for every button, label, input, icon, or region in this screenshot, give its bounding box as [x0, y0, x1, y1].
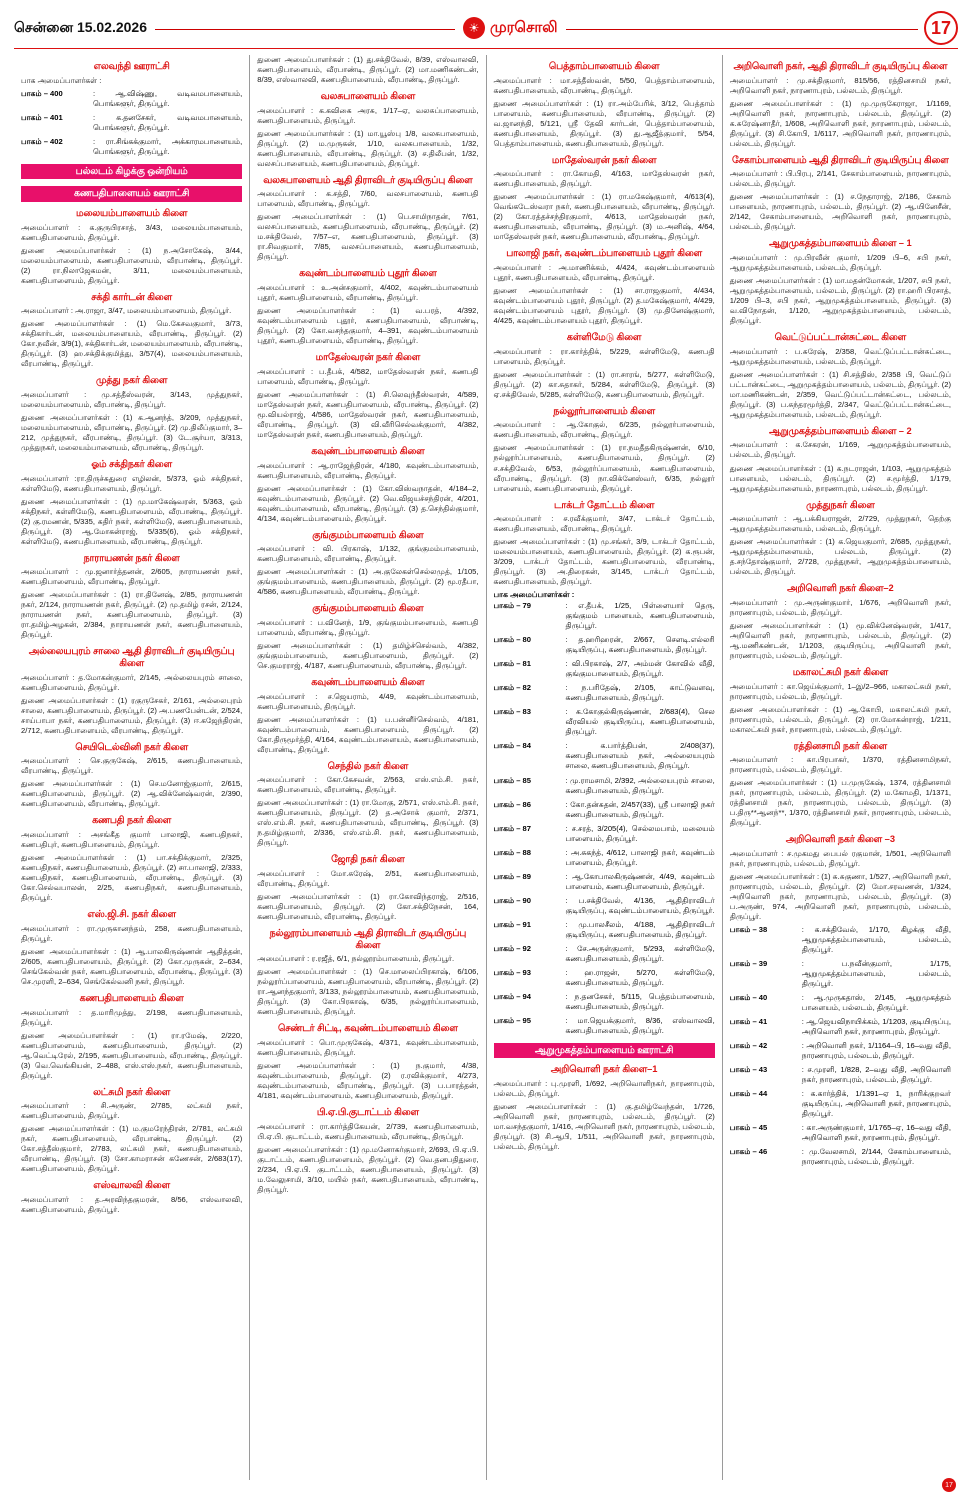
section-heading: முத்துநகர் கிளை — [806, 499, 875, 510]
ward-label: பாகம் – 402 — [21, 136, 63, 146]
column-2 — [249, 55, 485, 1480]
body-paragraph: துணை அமைப்பாளர்கள் : (1) வ.பரத், 4/392, கவுண்டம்பாளையம் புதூர், கணபதிபாளையம், வீரபாண்டி, திருப்பூர். (2) கோ.வசந்தகுமார், 4–391, கவுண்டம்பாளையம் புதூர், கணபதிபாளையம், வீரபாண்டி, திருப்பூர். — [257, 306, 479, 346]
ward-row — [494, 944, 715, 964]
ward-text: : கோ.தன்சுதன், 2/457(33), ஸ்ரீ பாலாஜி நகர் கணபதிபாளையம், திருப்பூர். — [565, 799, 715, 819]
body-paragraph: அமைப்பாளர் : மு.பிரவீன் குமார், 1/209 பி–6, சபி நகர், ஆறுமுகத்தம்பாளையம், பல்லடம், திருப்பூர். — [729, 253, 951, 273]
body-paragraph: துணை அமைப்பாளர்கள் : (1) ஆ.பாலகிருஷ்ணன் ஆதித்தன், 2/605, கணபதிபாளையம், திருப்பூர். (2) கோ.முருகன், 2–634, செங்கேல்வன் நகர், கணபதிபாளையம், வீரபாண்டி, திருப்பூர். (3) செ.முரளி, 2–634, செங்கேல்வனி நகர், திருப்பூர். — [21, 946, 243, 986]
section-heading: கவுண்டம்பாளையம் கிளை — [311, 445, 425, 456]
section-heading: சக்தி கார்டன் கிளை — [91, 291, 172, 302]
ward-row — [21, 113, 242, 133]
section-heading: பல்லடம் கிழக்கு ஒன்றியம் — [21, 164, 242, 180]
body-paragraph: அமைப்பாளர் : ரா.முருகானந்தம், 258, கணபதிபாளையம், திருப்பூர். — [21, 923, 243, 943]
ward-text: : க.பார்த்திபன், 2/408(37), கணபதிபாளையம் நகர், அல்லையபுரம் சாலை, கணபதிபாளையம், திருப்பூர். — [565, 741, 715, 771]
body-paragraph: துணை அமைப்பாளர்கள் : (1) ரா.கோவிந்தராஜ், 2/516, கணபதிபாளையம், திருப்பூர். (2) கோ.சக்திநேசன், 164, கணபதிபாளையம், வீரபாண்டி, திருப்பூர். — [257, 892, 479, 922]
ward-row — [730, 959, 951, 989]
ward-row — [494, 896, 715, 916]
section-heading: மகாலட்சுமி நகர் கிளை — [792, 666, 889, 677]
body-paragraph: அமைப்பாளர் : உ.அன்சகுமார், 4/402, கவுண்டம்பாளையம் புதூர், கணபதிபாளையம், வீரபாண்டி, திருப்பூர். — [257, 283, 479, 303]
body-paragraph: துணை அமைப்பாளர்கள் : (1) அ.குலேகள்செல்லமுத், 1/105, குங்குமம்பாளையம், கணபதிபாளையம், திருப்பூர். (2) மூ.ரதீபா, 4/586, கணபதிபாளையம், வீரபாண்டி, திருப்பூர். — [257, 567, 479, 597]
ward-text: : ந.பரிதேஷ், 2/105, காட்டுவளவு, கணபதிபாளையம், திருப்பூர். — [565, 683, 715, 703]
ward-text: : ச.சரத், 3/205(4), செல்லமபாம், மலையம் பாளையம், திருப்பூர். — [565, 823, 715, 843]
ward-label: பாகம் – 38 — [729, 925, 768, 935]
body-paragraph: துணை அமைப்பாளர்கள் : (1) பெ.சாமிநாதன், 7/61, வலசப்பாளையம், கணபதிபாளையம், வீரபாண்டி, திருப்பூர். (2) ம.சக்திவேல், 7/57–எ, கணபதிபாளையம், திருப்பூர். (3) ரா.சிவகுமார், 7/85, வலசப்பாளையம், கணபதிபாளையம், திருப்பூர். — [257, 212, 479, 262]
column-4 — [722, 55, 958, 1480]
ward-row — [494, 707, 715, 737]
section-heading: கவுண்டம்பாளையம் கிளை — [311, 676, 425, 687]
section-heading: நல்லூர்பாளையம் கிளை — [553, 405, 655, 416]
section-heading: கவுண்டம்பாளையம் புதூர் கிளை — [299, 268, 437, 279]
section-heading: அல்லையபுரம் சாலை ஆதி திராவிடர் குடியிருப்பு கிளை — [28, 646, 235, 669]
ward-label: பாகம் – 81 — [493, 659, 531, 669]
body-paragraph: துணை அமைப்பாளர்கள் : (1) மு.முருகேராஜா, 1/1169, அறிவொளி நகர், நாரணாபுரம், பல்லடம், திருப்பூர். (2) க.சுரேஷ்னாதீர், 1/608, அறிவொளி நகர், நாரணாபுரம், பல்லடம், திருப்பூர். (3) சி.கோபி, 1/6117, அறிவொளி நகர், நாரணாபுரம், பல்லடம், திருப்பூர். — [729, 98, 951, 148]
body-paragraph: துணை அமைப்பாளர்கள் : (1) தமிழ்ச்செல்வம், 4/382, குங்குமம்பாளையம், கணபதிபாளையம், திருப்பூர். (2) செ.குமரராஜ், 4/187, கணபதிபாளையம், வீரபாண்டி, திருப்பூர். — [257, 640, 479, 670]
ward-row — [494, 1016, 715, 1036]
ward-row — [730, 1147, 951, 1167]
body-paragraph: அமைப்பாளர் : மோ.சுரேஷ், 2/51, கணபதிபாளையம், வீரபாண்டி, திருப்பூர். — [257, 869, 479, 889]
ward-label: பாகம் – 86 — [493, 799, 531, 809]
body-paragraph: துணை அமைப்பாளர்கள் : (1) ந.அசோகேஷ், 3/44, மலையம்பாளையம், கணபதிபாளையம், வீரபாண்டி, திருப்பூர். (2) ரா.நிலாஜேகமன், 3/11, மலையம்பாளையம், கணபதிபாளையம், திருப்பூர். — [21, 245, 243, 285]
ward-label: பாகம் – 79 — [493, 601, 531, 611]
section-heading: அறிவொளி நகர் கிளை –3 — [785, 834, 895, 845]
ward-row — [730, 925, 951, 955]
section-heading: ஓம் சக்திநகர் கிளை — [91, 459, 172, 470]
body-paragraph: அமைப்பாளர் : ஆ.பக்கியராஜன், 2/729, முத்துநகர், தெற்கு ஆறுமுகத்தம்பாளையம், பல்லடம், திருப்பூர். — [729, 514, 951, 534]
body-paragraph: அமைப்பாளர் : அசங்கீத குமார் பாலாஜி, கணபதிநகர், கணபதிபுர், கணபதிபாளையம், திருப்பூர். — [21, 830, 243, 850]
section-heading: ஜோதி நகர் கிளை — [331, 854, 405, 865]
body-paragraph: துணை அமைப்பாளர்கள் : (1) க.ஆனந்த், 3/209, முத்துநகர், மலையம்பாளையம், வீரபாண்டி, திருப்பூர். (2) மு.திலீப்குமார், 3–212, முத்துநகர், வீரபாண்டி, திருப்பூர். (3) டே.சூர்யா, 3/313, முத்துநகர், மலையம்பாளையம், வீரபாண்டி, திருப்பூர். — [21, 412, 243, 453]
body-paragraph: துணை அமைப்பாளர்கள் : (1) ச.நேதாராஜ், 2/186, சேகாம் பாளையம், நாரணாபுரம், பல்லடம், திருப்பூர். (2) ஆ.யினேசீன், 2/142, சேகாம்பாளையம், அறிவொளி நகர், நாரணாபுரம், பல்லடம், திருப்பூர். — [729, 192, 951, 232]
body-paragraph: அமைப்பாளர் : பொ.முருகேஷ், 4/371, கவுண்டம்பாளையம், கணபதிபாளையம், திருப்பூர். — [257, 1038, 479, 1058]
ward-row — [494, 741, 715, 771]
body-paragraph: அமைப்பாளர் : க.சேகரன், 1/169, ஆறுமுகத்தம்பாளையம், பல்லடம், திருப்பூர். — [729, 440, 951, 460]
ward-label: பாகம் – 85 — [493, 775, 531, 785]
body-paragraph: அமைப்பாளர் : ப.வினேந், 1/9, குங்குமம்பாளையம், கணபதி பாளையம், வீரபாண்டி, திருப்பூர். — [257, 617, 479, 637]
section-heading: மாதேஸ்வரன் நகர் கிளை — [551, 154, 657, 165]
body-paragraph: அமைப்பாளர் : மு.அருண்குமார், 1/676, அறிவொளி நகர், நாரணாபுரம், பல்லடம், திருப்பூர். — [729, 597, 951, 617]
page-number: 17 — [924, 11, 958, 45]
body-paragraph: அமைப்பாளர் : ஆ.ராஜேந்திரன், 4/180, கவுண்டம்பாளையம், கணபதிபாளையம், வீரபாண்டி, திருப்பூர். — [257, 460, 479, 480]
body-paragraph: துணை அமைப்பாளர்கள் : (1) க.நடராஜன், 1/103, ஆறுமுகத்தம் பாளையம், பல்லடம், திருப்பூர். (2) ச.மூர்த்தி, 1/179, ஆறுமுகத்தம்பாளையம், நாரணாபுரம், பல்லடம், திருப்பூர். — [729, 463, 951, 493]
body-paragraph: அமைப்பாளர் : மு.சத்தீஸ்வரன், 3/143, முத்துநகர், மலையம்பாளையம், வீரபாண்டி, திருப்பூர். — [21, 389, 243, 409]
body-paragraph: துணை அமைப்பாளர்கள் : (1) சி.சத்திஸ், 2/358 பி, வெட்டுப் பட்டான்சுட்டை, ஆறுமுகத்தம்பாளையம், பல்லடம், திருப்பூர். (2) மா.மணிகண்டன், 2/359, வெட்டுப்பட்டான்சுட்டை, பல்லடம், திருப்பூர். (3) ப.சுந்தரமூர்த்தி, 2/347, வெட்டுப்பட்டான்சுட்டை, ஆறுமுகத்தம்பாளையம், பல்லடம், திருப்பூர். — [729, 369, 951, 419]
ward-label: பாகம் – 82 — [493, 683, 531, 693]
ward-row — [494, 920, 715, 940]
body-paragraph: அமைப்பாளர் : க.குருபிரசாத், 3/43, மலையம்பாளையம், கணபதிபாளையம், திருப்பூர். — [21, 222, 243, 242]
ward-label: பாகம் – 83 — [493, 707, 531, 717]
ward-row — [494, 683, 715, 703]
section-heading: நாராயணன் நகர் கிளை — [83, 552, 180, 563]
section-heading: அறிவொளி நகர் கிளை–1 — [550, 1064, 658, 1075]
ward-row — [494, 601, 715, 631]
ward-label: பாகம் – 401 — [21, 112, 63, 122]
ward-text: : ப.சக்திவேல், 4/136, ஆதிதிராவிடர் குடியிருப்பு, கவுண்டம்பாளையம், திருப்பூர். — [565, 895, 715, 915]
body-paragraph: துணை அமைப்பாளர்கள் : (1) ம.குமரேந்திரன், 2/781, லட்சுமி நகர், கணபதிபாளையம், வீரபாண்டி, திருப்பூர். (2) கோ.சத்தீஸ்குமார், 2/783, லட்சுமி நகர், கணபதிபாளையம், வீரபாண்டி, திருப்பூர். (3) சோ.காமராசன் கணேசன், 2/683(17), கணபதிபாளையம், திருப்பூர். — [21, 1124, 243, 1174]
ward-row — [494, 848, 715, 868]
body-paragraph: அமைப்பாளர் : ஆ.கோகுல், 6/235, நல்லூர்பாளையம், கணபதிபாளையம், வீரபாண்டி, திருப்பூர். — [493, 420, 715, 440]
body-paragraph: அமைப்பாளர் : த.மாரிமுத்து, 2/198, கணபதிபாளையம், திருப்பூர். — [21, 1007, 243, 1027]
ward-text: : ச.முரளி, 1/828, 2–வது வீதி, அறிவொளி நகர், நாரணாபுரம், பல்லடம், திருப்பூர். — [801, 1065, 951, 1085]
body-paragraph: துணை அமைப்பாளர்கள் : (1) ரா.ரமேஷ், 2/220, கணபதிபாளையம், கணபதிபாளையம், திருப்பூர். (2) ஆ.வெட்டிரேல், 2/195, கணபதிபாளையம், வீரபாண்டி, திருப்பூர். (3) வெ.வெங்கியன், 2–488, எஸ்.எஸ்.நகர், கணபதிபாளையம், திருப்பூர். — [21, 1030, 243, 1080]
column-1 — [14, 55, 249, 1480]
section-heading: வலசுபாளையம் ஆதி திராவிடர் குடியிருப்பு கிளை — [263, 174, 473, 185]
ward-text: : அ.சுகந்த், 4/612, பாலாஜி நகர், கவுண்டம் பாளையம், திருப்பூர். — [565, 847, 715, 867]
body-paragraph: துணை அமைப்பாளர்கள் : (1) ரா.நமதீதகிருஷ்ணன், 6/10, நல்லூர்ப்பாளையம், கணபதிபாளையம், திருப்பூர். (2) ச.சக்திவேல், 6/53, நல்லூர்ப்பாளையம், கணபதிபாளையம், வீரபாண்டி, திருப்பூர். (3) நா.விக்னேஸ்வர், 6/35, நல்லூர் பாளையம், கணபதிபாளையம், திருப்பூர். — [493, 443, 715, 493]
ward-row — [730, 1065, 951, 1085]
ward-row — [21, 137, 242, 157]
edition-date: சென்னை 15.02.2026 — [14, 18, 148, 35]
body-paragraph: துணை அமைப்பாளர்கள் : (1) மு.சங்கர், 3/9, டாக்டர் தோட்டம், மலையம்பாளையம், கணபதிபாளையம், திருப்பூர். (2) க.ரூபன், 3/209, டாக்டர் தோட்டம், கணபதிபாளையம், வீரபாண்டி, திருப்பூர். (3) அ.திரைகன், 3/145, டாக்டர் தோட்டம், கணபதிபாளையம், திருப்பூர். — [493, 537, 715, 587]
body-paragraph: அமைப்பாளர் : செ.குருகேஷ், 2/615, கணபதிபாளையம், வீரபாண்டி, திருப்பூர். — [21, 756, 243, 776]
body-paragraph: துணை அமைப்பாளர்கள் : (1) ந.குமார், 4/38, கவுண்டம்பாளையம், திருப்பூர். (2) ர.ரவிக்குமார், 4/273, கவுண்டம்பாளையம், வீரபாண்டி, திருப்பூர். (3) ப.பாரத்தன், 4/181, கவுண்டம்பாளையம், கணபதிபாளையம், திருப்பூர். — [257, 1061, 479, 1101]
ward-label: பாகம் – 89 — [493, 871, 531, 881]
body-paragraph: துணை அமைப்பாளர்கள் : (1) ரா.மகேஷ்குமார், 4/613(4), வெங்கடேஸ்வரா நகர், கணபதிபாளையம், வீரபாண்டி, திருப்பூர். (2) கோ.ரத்தச்சந்திரகுமார், 4/613, மாதேஸ்வரன் நகர், கணபதிபாளையம், வீரபாண்டி, திருப்பூர். (3) ம.அனிஷ், 4/64, மாதேஸ்வரன் நகர், கணபதிபாளையம், வீரபாண்டி, திருப்பூர். — [493, 192, 715, 242]
body-paragraph: துணை அமைப்பாளர்கள் : (1) மா.மதன்மோகன், 1/207, சபி நகர், ஆறுமுகத்தம்பாளையம், பல்லடம், திருப்பூர். (2) ரா.ஹரி பிரசாத், 1/209 பி–3, சபி நகர், ஆறுமுகத்தம்பாளையம், திருப்பூர். (3) வ.விநோதன், 1/120, ஆறுமுகத்தம்பாளையம், பல்லடம், திருப்பூர். — [729, 276, 951, 326]
body-paragraph: துணை அமைப்பாளர்கள் : (1) ப.பன்னீர்செல்வம், 4/181, கவுண்டம்பாளையம், கணபதிபாளையம், திருப்பூர். (2) கோ.திருமூர்த்தி, 4/164, கவுண்டம்பாளையம், கணபதிபாளையம், வீரபாண்டி, திருப்பூர். — [257, 714, 479, 754]
ward-text: : ரா.சிங்கக்குமார், அக்காரமபாளையம், பொங்களூர், திருப்பூர். — [93, 136, 243, 156]
ward-label: பாகம் – 44 — [729, 1089, 768, 1099]
masthead-rule-left — [155, 29, 455, 30]
body-paragraph: அமைப்பாளர் : அ.ராஜா, 3/47, மலையம்பாளையம், திருப்பூர். — [21, 306, 232, 316]
section-heading: பி.ஏ.பி.குடாட்டம் கிளை — [316, 1107, 419, 1118]
body-paragraph: அமைப்பாளர் : க.சத்தி, 7/60, வலசபாளையம், கணபதி பாளையம், வீரபாண்டி, திருப்பூர். — [257, 189, 479, 209]
ward-label: பாகம் – 87 — [493, 823, 531, 833]
section-heading: பெத்தாம்பாளையம் கிளை — [548, 61, 660, 71]
body-paragraph: துணை அமைப்பாளர்கள் : (1) கோ.விஸ்வநாதன், 4/184–2, கவுண்டம்பாளையம், திருப்பூர். (2) வெ.விஜயச்சந்திரன், 4/201, கவுண்டம்பாளையம், வீரபாண்டி, திருப்பூர். (3) த.செந்தில்குமார், 4/134, கவுண்டம்பாளையம், திருப்பூர். — [257, 483, 479, 523]
ward-text: : எ.தீபக், 1/25, பிள்ளையார் தெரு, குங்குமம் பாளையம், கணபதிபாளையம், திருப்பூர். — [565, 601, 715, 631]
body-paragraph: துணை அமைப்பாளர்கள் : (1) மு.மனோகர்குமார், 2/693, பி.ஏ.பி. குடாட்டம், கணபதிபாளையம், திருப்பூர். (2) வெ.தனபதிதுரை, 2/234, பி.ஏ.பி. குடாட்டம், கணபதிபாளையம், திருப்பூர். (3) ம.வேலுசாமி, 3/10, மயில் நகர், கணபதிபாளையம், வீரபாண்டி, திருப்பூர். — [257, 1144, 479, 1194]
section-heading: கள்ளிமேடு கிளை — [566, 332, 642, 343]
section-heading: எஸ்.ஜி.சி. நகர் கிளை — [87, 909, 176, 920]
section-heading: செயிடெல்வினி நகர் கிளை — [75, 741, 188, 752]
ward-label: பாகம் – 80 — [493, 635, 531, 645]
body-paragraph: அமைப்பாளர் : பி.பிரபு, 2/141, சேகாம்பாளையம், நாரணாபுரம், பல்லடம், திருப்பூர். — [729, 169, 951, 189]
body-paragraph: அமைப்பாளர் : ரா.கார்த்திகேயன், 2/739, கணபதிபாளையம், பி.ஏ.பி. குடாட்டம், கணபதிபாளையம், வீரபாண்டி, திருப்பூர். — [257, 1121, 479, 1141]
sub-heading: பாக அமைப்பாளர்கள் : — [493, 590, 575, 600]
ward-row — [494, 659, 715, 679]
body-paragraph: அமைப்பாளர் : ச.ரவீக்குமார், 3/47, டாக்டர் தோட்டம், கணபதிபாளையம், வீரபாண்டி, திருப்பூர். — [493, 514, 715, 534]
section-heading: பாலாஜி நகர், கவுண்டம்பாளையம் புதூர் கிளை — [506, 248, 703, 259]
ward-label: பாகம் – 90 — [493, 895, 531, 905]
body-paragraph: அமைப்பாளர் : த.அரவிந்தகுமரன், 8/56, எஸ்வாலவி, கணபதிபாளையம், திருப்பூர். — [21, 1194, 243, 1214]
section-heading: எலவந்தி ஊராட்சி — [93, 61, 170, 71]
ward-label: பாகம் – 95 — [493, 1015, 531, 1025]
body-paragraph: துணை அமைப்பாளர்கள் : (1) செ.மனோஜ்குமார், 2/615, கணபதிபாளையம், திருப்பூர். (2) ஆ.விக்னேஷ்வரன், 2/390, கணபதிபாளையம், வீரபாண்டி, திருப்பூர். — [21, 779, 243, 809]
section-heading: மலையம்பாளையம் கிளை — [76, 207, 188, 218]
section-heading: நல்லூரம்பாளையம் ஆதி திராவிடர் குடியிருப்பு கிளை — [269, 928, 467, 950]
ward-text: : மு.வேலசாமி, 2/144, சேகாம்பாளையம், நாரணாபுரம், பல்லடம், திருப்பூர். — [801, 1147, 951, 1167]
ward-label: பாகம் – 39 — [729, 959, 768, 969]
section-heading: அறிவொளி நகர் கிளை–2 — [787, 583, 894, 594]
body-paragraph: அமைப்பாளர் : அ.மாணிக்கம், 4/424, கவுண்டம்பாளையம் புதூர், கணபதிபாளையம், வீரபாண்டி, திருப்பூர். — [493, 263, 715, 283]
body-paragraph: அமைப்பாளர் : க.கவிகை அரசு, 1/17–ஏ, வலசுப்பாளையம், கணபதிபாளையம், திருப்பூர். — [257, 105, 479, 125]
body-paragraph: அமைப்பாளர் : ப.தீபக், 4/582, மாதேஸ்வரன் நகர், கணபதி பாளையம், வீரபாண்டி, திருப்பூர். — [257, 366, 479, 386]
ward-label: பாகம் – 91 — [493, 919, 531, 929]
section-heading: எஸ்வாலவி கிளை — [93, 1180, 170, 1191]
body-paragraph: அமைப்பாளர் : பு.முரளி, 1/692, அறிவொளிநகர், நாரணாபுரம், பல்லடம், திருப்பூர். — [493, 1079, 715, 1099]
body-paragraph: துணை அமைப்பாளர்கள் : (1) ப.முருகேஷ், 1374, ரத்தினசாமி நகர், நாரணாபுரம், பல்லடம், திருப்பூர். (2) ம.கோமதி, 1/1371, ரத்தினசாமி நகர், நாரணாபுரம், பல்லடம், திருப்பூர். (3) ப.திரு**ஆனந்**, 1/370, ரத்தினசாமி நகர், நாரணாபுரம், பல்லடம், திருப்பூர். — [729, 778, 951, 828]
body-paragraph: துணை அமைப்பாளர்கள் : (1) ரா.சாரங், 5/277, கள்ளிமேடு, திருப்பூர். (2) கா.சுதாகர், 5/284, கள்ளிமேடு, திருப்பூர். (3) ஏ.சக்திவேல், 5/285, கள்ளிமேடு, கணபதிபாளையம், திருப்பூர். — [493, 369, 715, 399]
body-paragraph: துணை அமைப்பாளர்கள் : (1) சி.லெவுந்தீஸ்வரன், 4/589, மாதேஸ்வரன் நகர், கணபதிபாளையம், வீரபாண்டி, திருப்பூர். (2) மூ.வியல்ராஜ், 4/586, மாதேஸ்வரன் நகர், கணபதிபாளையம், வீரபாண்டி, திருப்பூர். (3) வி.வீரிசெல்வக்குமார், 4/382, மாதேஸ்வரன் நகர், கணபதிபாளையம், திருப்பூர். — [257, 389, 479, 439]
section-heading: அறிவொளி நகர், ஆதி திராவிடர் குடியிருப்பு கிளை — [733, 61, 948, 71]
body-paragraph: அமைப்பாளர் : ரா.கார்த்திக், 5/229, கள்ளிமேடு, கணபதி பாளையம், திருப்பூர். — [493, 346, 715, 366]
section-heading: ரத்தினசாமி நகர் கிளை — [793, 740, 888, 751]
ward-label: பாகம் – 94 — [493, 991, 531, 1001]
ward-text: : மா.ஜெயக்குமார், 8/36, எஸ்வாலவி, கணபதிபாளையம், திருப்பூர். — [565, 1015, 715, 1035]
sun-emblem-icon: ☀ — [463, 17, 485, 39]
ward-text: : ஆ.ஜெயவிநாயிக்கம், 1/1203, குடியிருப்பு, அறிவொளி நகர், நாரணாபுரம், திருப்பூர். — [801, 1017, 951, 1037]
body-paragraph: அமைப்பாளர் : ப.சுரேஷ், 2/358, வெட்டுப்பட்டான்சுட்டை, ஆறுமுகத்தம்பாளையம், பல்லடம், திருப்பூர். — [729, 346, 951, 366]
ward-label: பாகம் – 46 — [729, 1147, 768, 1157]
body-paragraph: அமைப்பாளர் : ச.ஜெயராம், 4/49, கவுண்டம்பாளையம், கணபதிபாளையம், திருப்பூர். — [257, 691, 479, 711]
ward-row — [730, 1089, 951, 1119]
body-paragraph: துணை அமைப்பாளர்கள் : (1) செ.மாலைப்பிரகாஷ், 6/106, நல்லூர்ப்பாளையம், கணபதிபாளையம், வீரபாண்டி, திருப்பூர். (2) ரா.ஆனந்தகுமார், 3/133, நல்லூரம்பாளையம், கணபதிபாளையம், திருப்பூர். (3) கோ.பிரகாஷ், 6/35, நல்லூர்ப்பாளையம், கணபதிபாளையம், திருப்பூர். — [257, 967, 479, 1017]
body-paragraph: துணை அமைப்பாளர்கள் : (1) கு.தமிழ்வேந்தன், 1/726, அறிவொளி நகர், நாரணாபுரம், பல்லடம், திருப்பூர். (2) மா.வசந்தகுமார், 1/416, அறிவொளி நகர், நாரணாபுரம், பல்லடம், திருப்பூர். (3) சி.ஆபி, 1/511, அறிவொளி நகர், நாரணாபுரம், பல்லடம், திருப்பூர். — [493, 1102, 715, 1152]
ward-text: : த.ஹரிஹரன், 2/667, சௌடி.எல்லரி குடியிருப்பு, கணபதிபாளையம், திருப்பூர். — [565, 635, 715, 655]
ward-label: பாகம் – 88 — [493, 847, 531, 857]
body-paragraph: அமைப்பாளர் : த.மோகன்குமார், 2/145, அல்லையபுரம் சாலை, கணபதிபாளையம், திருப்பூர். — [21, 672, 243, 692]
bottom-page-badge: 17 — [942, 1478, 956, 1492]
section-heading: சேகாம்பாளையம் ஆதி திராவிடர் குடியிருப்பு கிளை — [732, 154, 949, 165]
ward-text: : ஆ.விஷ்ணு, வடிவமபாளையம், பொங்களூர், திருப்பூர். — [93, 88, 243, 108]
body-paragraph: அமைப்பாளர் : கோ.கேசவன், 2/563, எஸ்.எம்.சி. நகர், கணபதிபாளையம், வீரபாண்டி, திருப்பூர். — [257, 775, 479, 795]
body-paragraph: அமைப்பாளர் : மா.சத்தீஸ்வன், 5/50, பெத்தாம்பாளையம், கணபதிபாளையம், வீரபாண்டி, திருப்பூர். — [493, 75, 715, 95]
body-paragraph: துணை அமைப்பாளர்கள் : (1) து.சக்திவேல், 8/39, எஸ்வாலவி, கணபதிபாளையம், வீரபாண்டி, திருப்பூர். (2) மா.மணிகண்டன், 8/39, எஸ்வாலவி, கணபதிபாளையம், வீரபாண்டி, திருப்பூர். — [257, 55, 479, 85]
ward-text: : மு.பாலசீலம், 4/188, ஆதிதிராவிடர் குடியிருப்பு, கணபதிபாளையம், திருப்பூர். — [565, 919, 715, 939]
body-paragraph: அமைப்பாளர் : மு.சக்திகுமார், 815/56, ரத்தினசாமி நகர், அறிவொளி நகர், நாரணாபுரம், பல்லடம், திருப்பூர். — [729, 75, 951, 95]
section-heading: கணபதிபாளையம் கிளை — [79, 992, 184, 1003]
body-paragraph: துணை அமைப்பாளர்கள் : (1) சா.ராஜகுமார், 4/434, கவுண்டம்பாளையம் புதூர், திருப்பூர். (2) த.மகேஷ்குமார், 4/429, கவுண்டம்பாளையம் புதூர், திருப்பூர். (3) மு.தினேஷ்குமார், 4/425, கவுண்டம்பாளையம் புதூர், திருப்பூர். — [493, 286, 715, 326]
column-3 — [486, 55, 722, 1480]
ward-row — [494, 824, 715, 844]
ward-label: பாகம் – 43 — [729, 1065, 768, 1075]
ward-label: பாகம் – 400 — [21, 88, 63, 98]
body-paragraph: துணை அமைப்பாளர்கள் : (1) ரா.தினேஷ், 2/85, நாராயணன் நகர், 2/124, நாராயணன் நகர், திருப்பூர். (2) மு.தமிழ் ரசன், 2/124, நாராயணன் நகர், கணபதிபாளையம், திருப்பூர். (3) ரா.தமிழ்அழகன், 2/384, நாராயணன் நகர், கணபதிபாளையம், திருப்பூர். — [21, 590, 243, 640]
body-paragraph: துணை அமைப்பாளர்கள் : (1) ரா.மோகு, 2/571, எஸ்.எம்.சி. நகர், கணபதிபாளையம், திருப்பூர். (2) த.அசோக் குமார், 2/371, எஸ்.எம்.சி. நகர், கணபதிபாளையம், வீரபாண்டி, திருப்பூர். (3) ந.தமிழ்குமார், 2/336, எஸ்.எம்.சி. நகர், கணபதிபாளையம், திருப்பூர். — [257, 798, 479, 848]
publication-name: முரசொலி — [490, 18, 558, 36]
body-paragraph: அமைப்பாளர் : மு.ஜனார்த்தனன், 2/605, நாராயணன் நகர், கணபதிபாளையம், வீரபாண்டி, திருப்பூர். — [21, 567, 243, 587]
section-heading: டாக்டர் தோட்டம் கிளை — [554, 499, 655, 510]
section-heading: கணபதி நகர் கிளை — [92, 815, 172, 826]
ward-text: : க.கார்த்திக், 1/1391–ஏ 1, நாரிக்குறவர் குடியிருப்பு, அறிவொளி நகர், நாரணாபுரம், திருப்பூர். — [801, 1089, 951, 1119]
section-heading: லட்சுமி நகர் கிளை — [93, 1086, 171, 1097]
section-heading: செந்தில் நகர் கிளை — [327, 760, 409, 771]
ward-text: : ப.நவீன்குமார், 1/175, ஆறுமுகத்தம்பாளையம், பல்லடம், திருப்பூர். — [801, 959, 951, 989]
section-heading: குங்குமம்பாளையம் கிளை — [312, 603, 424, 614]
section-heading: மாதேஸ்வரன் நகர் கிளை — [315, 352, 421, 363]
section-heading: குங்குமம்பாளையம் கிளை — [312, 529, 424, 540]
publication-logo — [463, 17, 558, 39]
ward-label: பாகம் – 93 — [493, 967, 531, 977]
body-paragraph: துணை அமைப்பாளர்கள் : (1) மா.யூஸ்பு 1/8, வலசுபாளையம், திருப்பூர். (2) ம.முருகன், 1/10, வலசுபாளையம், 1/32, கணபதிபாளையம், வீரபாண்டி, திருப்பூர். (3) ச.திலீபன், 1/32, வலசப்பாளையம், கணபதிபாளையம், திருப்பூர். — [257, 128, 479, 168]
body-paragraph: துணை அமைப்பாளர்கள் : (1) ரா.அம்பேரிக், 3/12, பெத்தாம் பாளையம், கணபதிபாளையம், வீரபாண்டி, திருப்பூர். (2) வ.ஜானந்தி, 5/121, ஸ்ரீ தேவி கார்டன், பெத்தாம்பாளையம், கணபதிபாளையம், திருப்பூர். (3) து.ஆஜீத்குமார், 5/54, பெத்தாம்பாளையம், கணபதிபாளையம், திருப்பூர். — [493, 98, 715, 148]
body-paragraph: துணை அமைப்பாளர்கள் : (1) க.ஜெயகுமார், 2/685, முத்துநகர், ஆறுமுகத்தம்பாளையம், பல்லடம், திருப்பூர். (2) த.சந்தோஷ்குமார், 2/728, முத்துநகர், ஆறுமுகத்தம்பாளையம், பல்லடம், திருப்பூர். — [729, 537, 951, 577]
ward-row — [21, 89, 242, 109]
section-heading: ஆறுமுகத்தம்பாளையம் ஊராட்சி — [494, 1043, 715, 1059]
ward-label: பாகம் – 42 — [729, 1041, 768, 1051]
ward-row — [494, 992, 715, 1012]
ward-row — [494, 968, 715, 988]
body-paragraph: அமைப்பாளர் : கா.பிரபாகர், 1/370, ரத்தினசாமிநகர், நாரணாபுரம், பல்லடம், திருப்பூர். — [729, 755, 951, 775]
body-paragraph: துணை அமைப்பாளர்கள் : (1) பா.சக்திக்குமார், 2/325, கணபதிநகர், கணபதிபாளையம், திருப்பூர். (2) சா.பாலாஜி, 2/333, கணபதிநகர், கணபதிபாளையம், வீரபாண்டி, திருப்பூர். (3) கோ.செல்வபாலன், 2/25, கணபதிநகர், கணபதிபாளையம், திருப்பூர். — [21, 853, 243, 903]
ward-text: : க.சக்திவேல், 1/170, கிழக்கு வீதி, ஆறுமுகத்தம்பாளையம், பல்லடம், திருப்பூர். — [801, 925, 951, 955]
ward-row — [494, 872, 715, 892]
body-paragraph: அமைப்பாளர் : கா.ஜெய்க்குமார், 1–இ/2–966, மகாலட்சுமி நகர், நாரணாபுரம், பல்லடம், திருப்பூர். — [729, 681, 951, 701]
body-paragraph: அமைப்பாளர் : ச.முகமது பைபல் ரகுமான், 1/501, அறிவொளி நகர், நாரணாபுரம், பல்லடம், திருப்பூர். — [729, 848, 951, 868]
ward-text: : ஆ.கோபாலகிருஷ்ணன், 4/49, கவுண்டம் பாளையம், கணபதிபாளையம், திருப்பூர். — [565, 871, 715, 891]
body-paragraph: பாக அமைப்பாளர்கள் : — [21, 75, 102, 85]
ward-text: : ஹ.ராஜன், 5/270, கள்ளிமேடு, கணபதிபாளையம், திருப்பூர். — [565, 967, 715, 987]
ward-text: : க.கோகுல்கிருஷ்ணன், 2/683(4), செல வீரவியல் குடியிருப்பு, கணபதிபாளையம், திருப்பூர். — [565, 707, 715, 737]
ward-label: பாகம் – 41 — [729, 1017, 768, 1027]
body-paragraph: அமைப்பாளர் :ரா.திருச்சுதுரை எழிலன், 5/373, ஓம் சக்திநகர், கள்ளிமேடு, கணபதிபாளையம், திருப்பூர். — [21, 473, 243, 493]
ward-row — [730, 993, 951, 1013]
body-paragraph: அமைப்பாளர் : சி.அருண், 2/785, லட்சுமி நகர், கணபதிபாளையம், திருப்பூர். — [21, 1101, 243, 1121]
body-paragraph: அமைப்பாளர் : ரா.கோமதி, 4/163, மாதேஸ்வரன் நகர், கணபதிபாளையம், திருப்பூர். — [493, 169, 715, 189]
body-paragraph: துணை அமைப்பாளர்கள் : (1) ரகுருசேகர், 2/161, அல்லைபுரம் சாலை, கணபதிபாளையம், திருப்பூர். (2) அ.பணபேன்டன், 2/524, சாய்பாபா நகர், கணபதிபாளையம், திருப்பூர். (3) ஈ.கஜேந்திரன், 2/712, கணபதிபாளையம், வீரபாண்டி, திருப்பூர். — [21, 695, 243, 735]
body-paragraph: அமைப்பாளர் : வி. பிரகாஷ், 1/132, குங்குமம்பாளையம், கணபதிபாளையம், வீரபாண்டி, திருப்பூர். — [257, 544, 479, 564]
ward-text: : சே.அருள்குமார், 5/293, கள்ளிமேடு, கணபதிபாளையம், திருப்பூர். — [565, 943, 715, 963]
ward-text: : ஆ.முருகதாஸ், 2/145, ஆறுமுகத்தம் பாளையம், பல்லடம், திருப்பூர். — [801, 993, 951, 1013]
section-heading: ஆறுமுகத்தம்பாளையம் கிளை – 2 — [769, 425, 912, 436]
body-paragraph: துணை அமைப்பாளர்கள் : (1) ஆ.கோபி, மகாலட்சுமி நகர், நாரணாபுரம், பல்லடம், திருப்பூர். (2) ரா.மோகன்ராஜ், 1/211, மகாலட்சுமி நகர், நாரணாபுரம், பல்லடம், திருப்பூர். — [729, 704, 951, 734]
masthead-rule-right — [566, 29, 918, 30]
body-paragraph: துணை அமைப்பாளர்கள் : (1) சு.சுகுணா, 1/527, அறிவொளி நகர், நாரணாபுரம், பல்லடம், திருப்பூர். (2) மோ.சரவணன், 1/324, அறிவொளி நகர், நாரணாபுரம், பல்லடம், திருப்பூர். (3) ப.அருண், 974, அறிவொளி நகர், நாரணாபுரம், பல்லடம், திருப்பூர். — [729, 872, 951, 922]
section-heading: செண்டர் சிட்டி, கவுண்டம்பாளையம் கிளை — [278, 1023, 458, 1034]
body-paragraph: துணை அமைப்பாளர்கள் : (1) மு.மாகேஷ்வரன், 5/363, ஓம் சக்திநகர், கள்ளிமேடு, கணபதிபாளையம், வீரபாண்டி, திருப்பூர். (2) கு.ரமணன், 5/335, கதிர் நகர், கள்ளிமேடு, கணபதிபாளையம், திருப்பூர். (3) ஆ.மோகன்ராஜ், 5/335(6), ஓம் சக்திநகர், கள்ளிமேடு, கணபதிபாளையம், வீரபாண்டி, திருப்பூர். — [21, 496, 243, 546]
section-heading: முத்து நகர் கிளை — [96, 375, 168, 386]
ward-row — [730, 1123, 951, 1143]
ward-text: : அறிவொளி நகர், 1/1164–பி, 16–வது வீதி, நாரணாபுரம், பல்லடம், திருப்பூர். — [801, 1041, 951, 1061]
ward-row — [494, 635, 715, 655]
ward-row — [494, 776, 715, 796]
masthead — [14, 10, 958, 49]
section-heading: ஆறுமுகத்தம்பாளையம் கிளை – 1 — [769, 238, 912, 249]
body-paragraph: துணை அமைப்பாளர்கள் : (1) மூ.விக்னேஷ்வரன், 1/417, அறிவொளி நகர், நாரணாபுரம், பல்லடம், திருப்பூர். (2) ஆ.மணிகண்டன், 1/1203, குடியிருப்பு, அறிவொளி நகர், நாரணாபுரம், பல்லடம், திருப்பூர். — [729, 620, 951, 660]
ward-label: பாகம் – 45 — [729, 1123, 768, 1133]
ward-row — [494, 800, 715, 820]
ward-row — [730, 1017, 951, 1037]
ward-label: பாகம் – 92 — [493, 943, 531, 953]
section-heading: கணபதிபாளையம் ஊராட்சி — [21, 186, 242, 202]
body-paragraph: அமைப்பாளர் : ர.ரஜீத், 6/1, நல்லூரம்பாளையம், திருப்பூர். — [257, 954, 455, 964]
ward-row — [730, 1041, 951, 1061]
body-paragraph: துணை அமைப்பாளர்கள் : (1) மெ.கேசவகுமார், 3/73, சக்திகார்டன், மலையம்பாளையம், வீரபாண்டி, திருப்பூர். (2) கோ.நவீன், 3/9(1), சக்திகார்டன், மலையம்பாளையம், வீரபாண்டி, திருப்பூர். (3) ஹ.சக்திக்குமித்து, 3/57(4), மலையம்பாளையம், வீரபாண்டி, திருப்பூர். — [21, 319, 243, 369]
ward-text: : மு.ராமசாமி, 2/392, அல்லையபுரம் சாலை, கணபதிபாளையம், திருப்பூர். — [565, 775, 715, 795]
ward-text: : வி.பிரகாஷ், 2/7, அம்மன் கோவில் வீதி, குங்குமபாளையம், திருப்பூர். — [565, 659, 715, 679]
columns-container — [14, 55, 958, 1480]
ward-label: பாகம் – 40 — [729, 993, 768, 1003]
section-heading: வலசுபாளையம் கிளை — [320, 91, 416, 102]
ward-label: பாகம் – 84 — [493, 741, 531, 751]
ward-text: : ந.தனசேகர், 5/115, பெத்தம்பாளையம், கணபதிபாளையம், திருப்பூர். — [565, 991, 715, 1011]
ward-text: : கா.அருண்குமார், 1/1765–ஏ, 16–வது வீதி, அறிவொளி நகர், நாரணாபுரம், திருப்பூர். — [801, 1123, 951, 1143]
ward-text: : க.தனசேகர், வடிவமபாளையம், பொங்களூர், திருப்பூர். — [93, 112, 243, 132]
section-heading: வெட்டுப்பட்டான்சுட்டை கிளை — [774, 332, 907, 343]
